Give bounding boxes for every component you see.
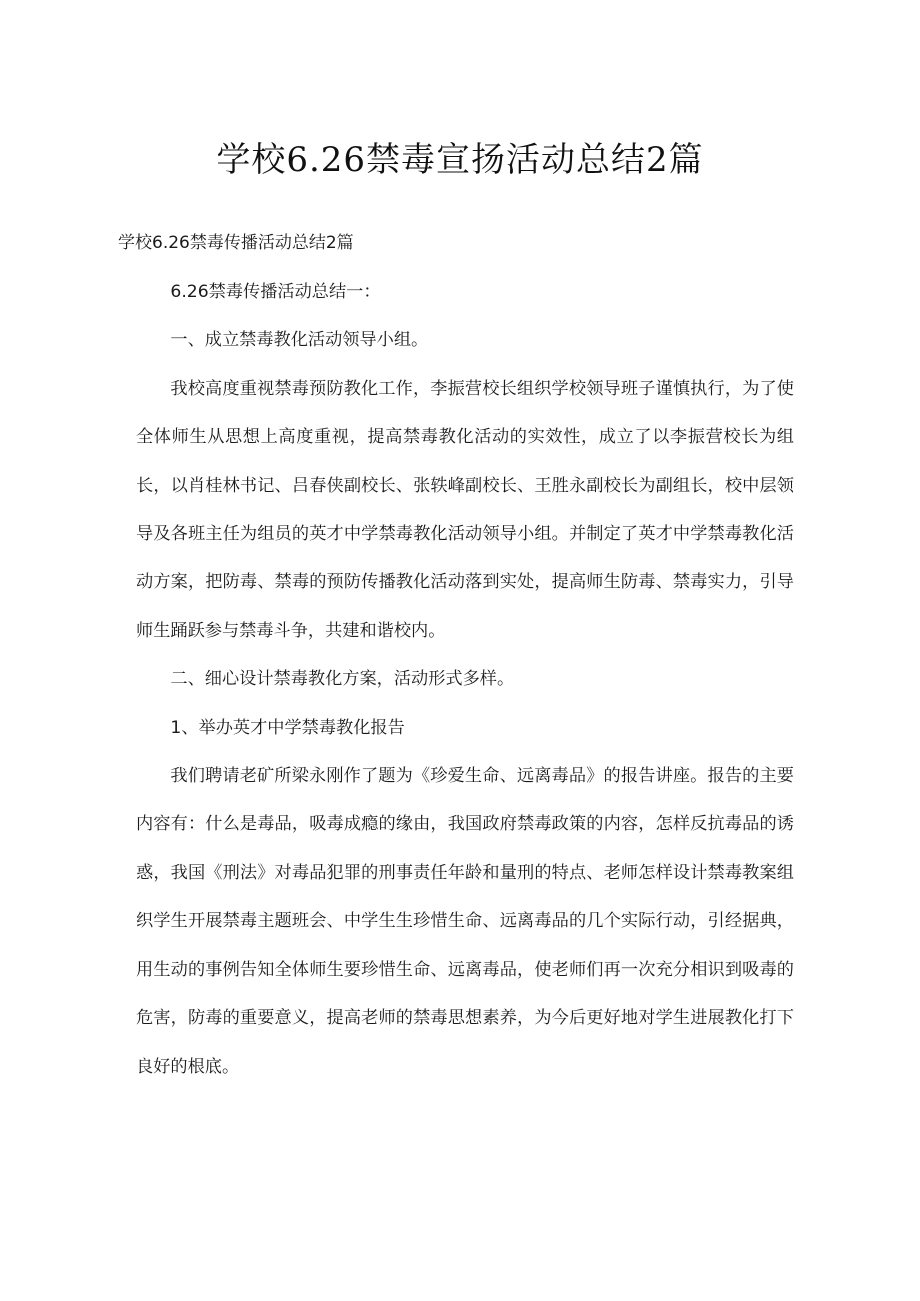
section-heading-two: 二、细心设计禁毒教化方案，活动形式多样。: [170, 669, 515, 690]
section-heading-summary-one: 6.26禁毒传播活动总结一：: [170, 282, 381, 302]
section-heading-one: 一、成立禁毒教化活动领导小组。: [170, 330, 429, 351]
document-subtitle: 学校6.26禁毒传播活动总结2篇: [118, 233, 354, 253]
document-title: 学校6.26禁毒宣扬活动总结2篇: [216, 140, 704, 180]
body-paragraph: 我校高度重视禁毒预防教化工作，李振营校长组织学校领导班子谨慎执行，为了使全体师生从思想上高度重视，提高禁毒教化活动的实效性，成立了以李振营校长为组长，以肖桂林书记、吕春侠副校长、张轶峰副校长、王胜永副校长为副组长，校中层领导及各班主任为组员的英才中学禁毒教化活动领导小组。并制定了英才中学禁毒教化活动方案，把防毒、禁毒的预防传播教化活动落到实处，提高师生防毒、禁毒实力，引导师生踊跃参与禁毒斗争，共建和谐校内。: [136, 378, 794, 641]
subsection-heading-one: 1、举办英才中学禁毒教化报告: [170, 717, 405, 738]
body-paragraph: 我们聘请老矿所梁永刚作了题为《珍爱生命、远离毒品》的报告讲座。报告的主要内容有：什么是毒品，吸毒成瘾的缘由，我国政府禁毒政策的内容，怎样反抗毒品的诱惑，我国《刑法》对毒品犯罪的刑事责任年龄和量刑的特点、老师怎样设计禁毒教案组织学生开展禁毒主题班会、中学生生珍惜生命、远离毒品的几个实际行动，引经据典，用生动的事例告知全体师生要珍惜生命、远离毒品，使老师们再一次充分相识到吸毒的危害，防毒的重要意义，提高老师的禁毒思想素养，为今后更好地对学生进展教化打下良好的根底。: [136, 766, 794, 1077]
document-body: [136, 268, 794, 1091]
